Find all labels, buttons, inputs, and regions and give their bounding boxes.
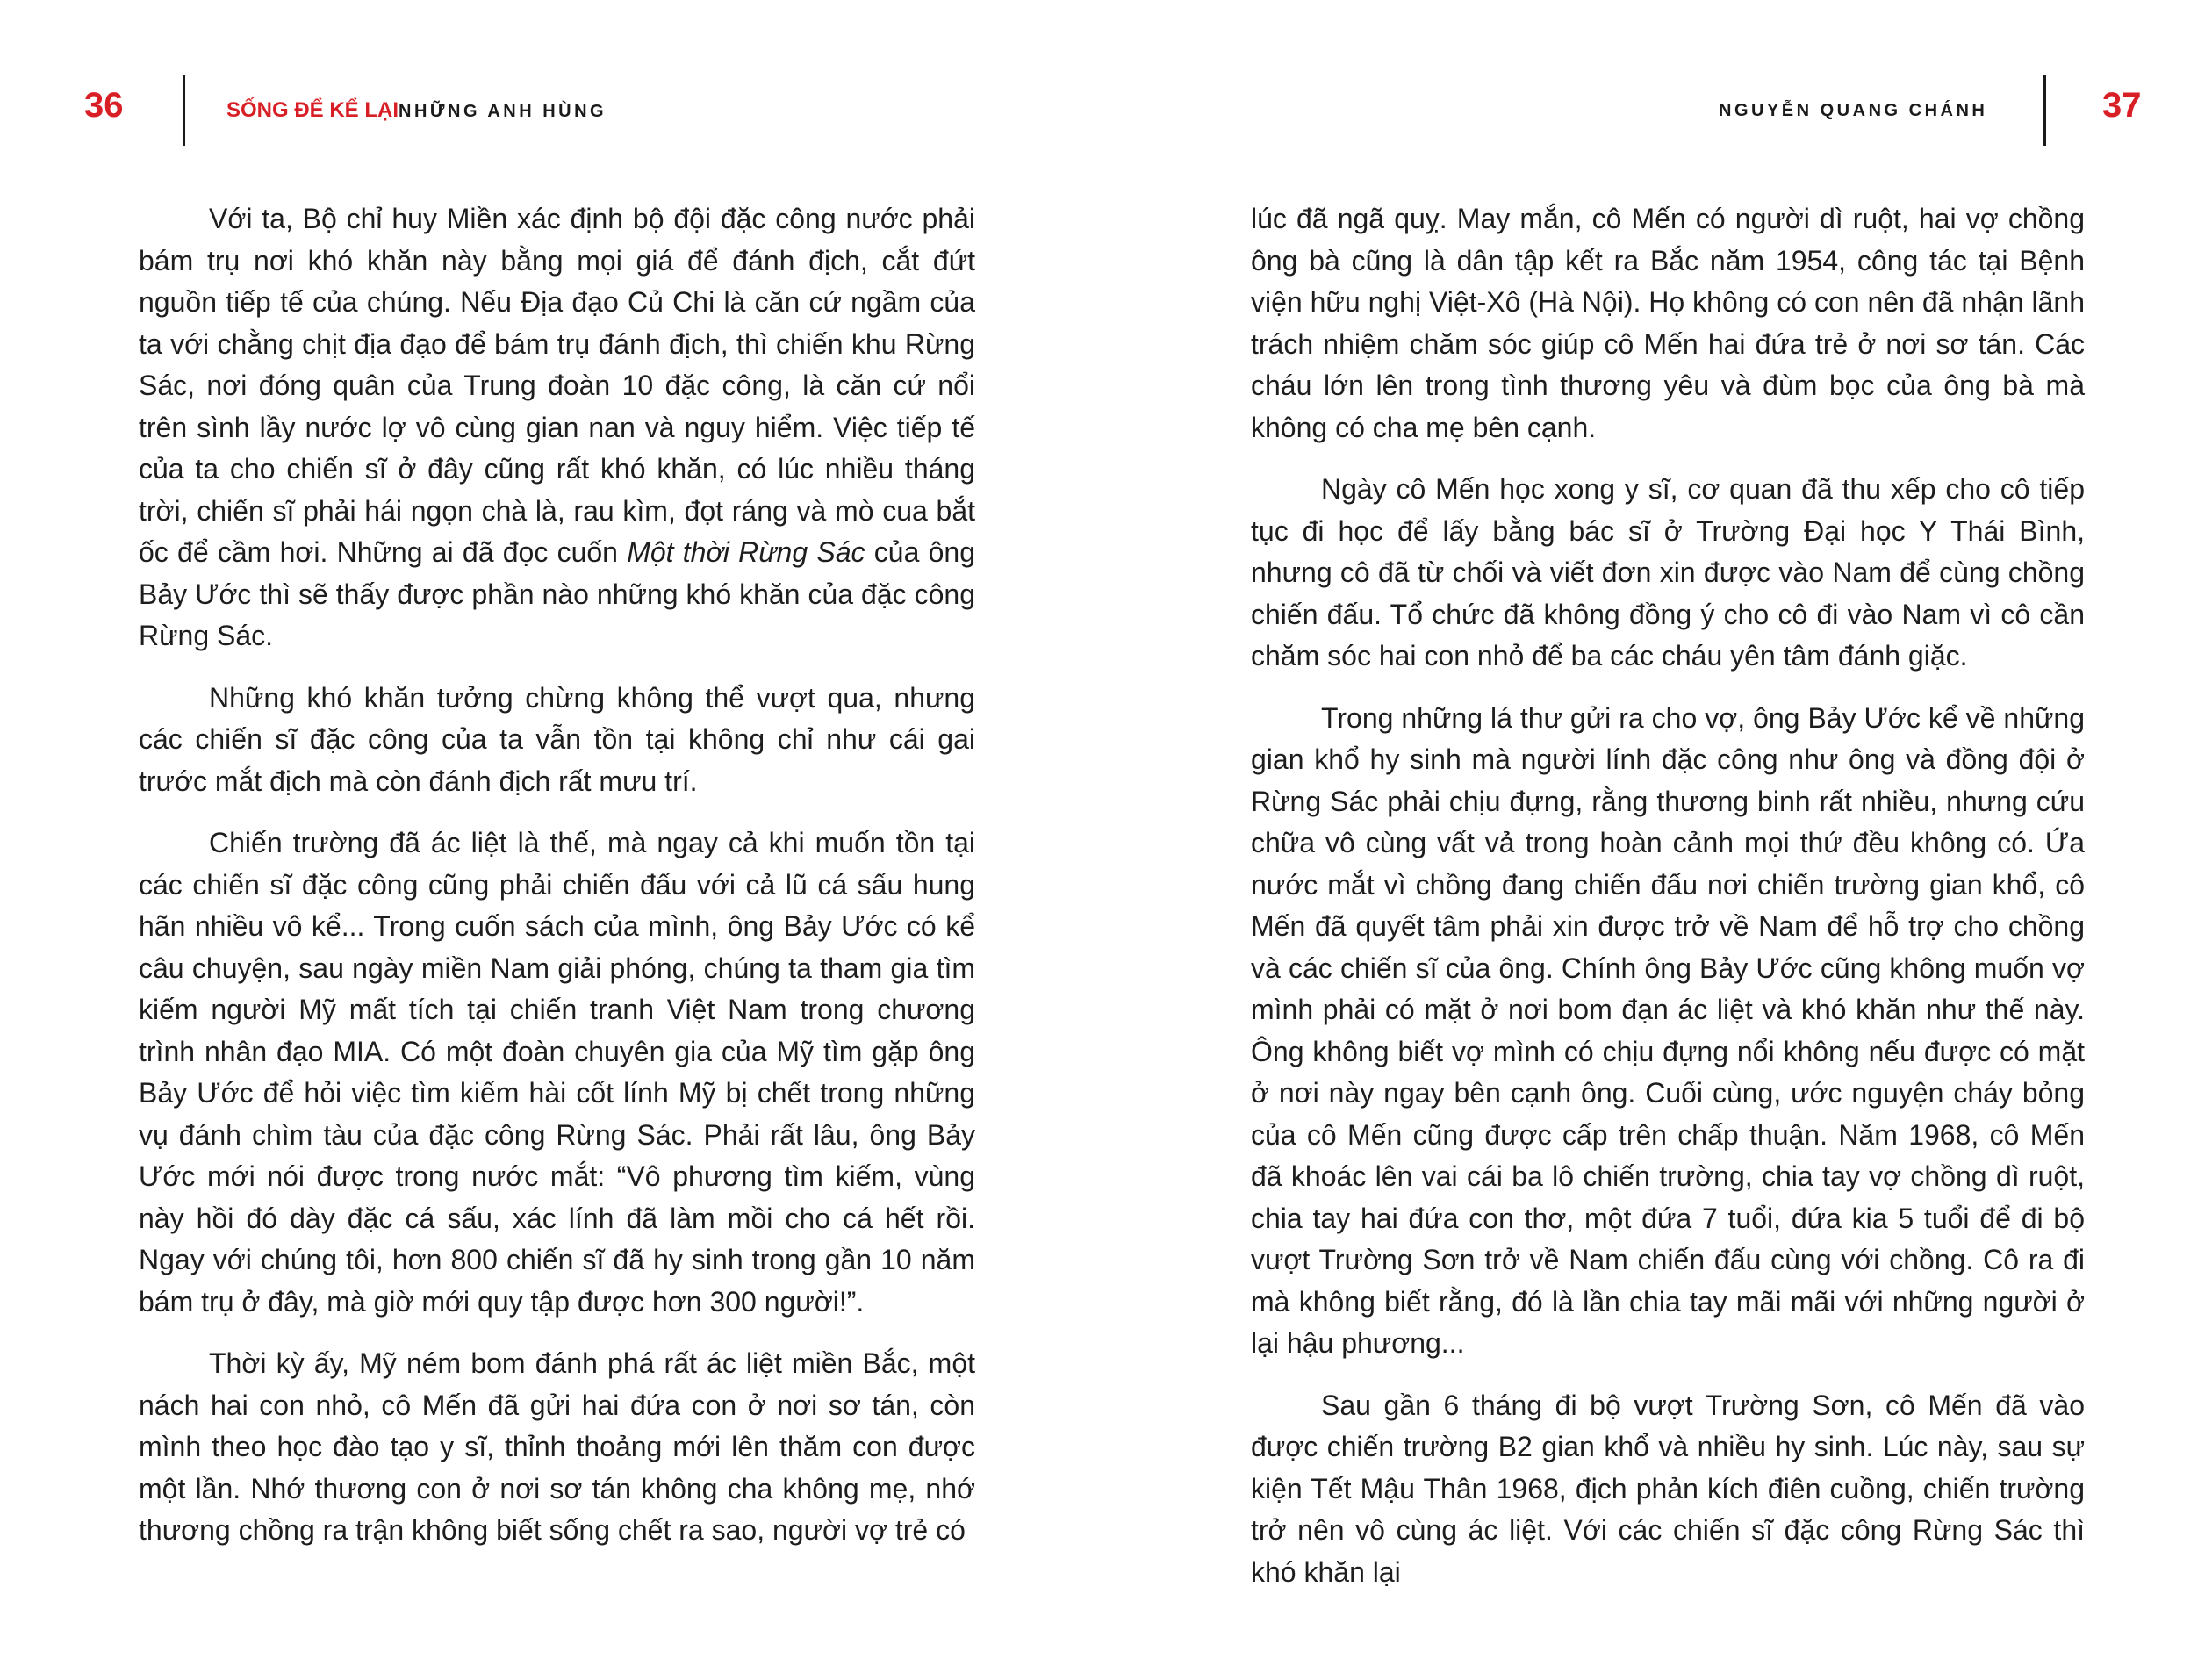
- page-number-left: 36: [84, 86, 124, 125]
- header-divider-right: [2043, 75, 2046, 146]
- running-head-left: [226, 100, 607, 122]
- paragraph: Ngày cô Mến học xong y sĩ, cơ quan đã thu xếp cho cô tiếp tục đi học để lấy bằng bác sĩ ở Trường Đại học Y Thái Bình, nhưng cô đã từ chối và viết đơn xin được vào Nam để cùng chồng chiến đấu. Tổ chức đã không đồng ý cho cô đi vào Nam vì cô cần chăm sóc hai con nhỏ để ba các cháu yên tâm đánh giặc.: [1251, 473, 2085, 672]
- paragraph: Thời kỳ ấy, Mỹ ném bom đánh phá rất ác liệt miền Bắc, một nách hai con nhỏ, cô Mến đã gửi hai đứa con ở nơi sơ tán, còn mình theo học đào tạo y sĩ, thỉnh thoảng mới lên thăm con được một lần. Nhớ thương con ở nơi sơ tán không cha không mẹ, nhớ thương chồng ra trận không biết sống chết ra sao, người vợ trẻ có: [139, 1347, 975, 1546]
- paragraph: Những khó khăn tưởng chừng không thể vượt qua, nhưng các chiến sĩ đặc công của ta vẫn tồn tại không chỉ như cái gai trước mắt địch mà còn đánh địch rất mưu trí.: [139, 681, 975, 797]
- paragraph: Với ta, Bộ chỉ huy Miền xác định bộ đội đặc công nước phải bám trụ nơi khó khăn này bằng mọi giá để đánh địch, cắt đứt nguồn tiếp tế của chúng. Nếu Địa đạo Củ Chi là căn cứ ngầm của ta với chằng chịt địa đạo để bám trụ đánh địch, thì chiến khu Rừng Sác, nơi đóng quân của Trung đoàn 10 đặc công, là căn cứ nổi trên sình lầy nước lợ vô cùng gian nan và nguy hiểm. Việc tiếp tế của ta cho chiến sĩ ở đây cũng rất khó khăn, có lúc nhiều tháng trời, chiến sĩ phải hái ngọn chà là, rau kìm, đọt ráng và mò cua bắt ốc để cầm hơi. Những ai đã đọc cuốn Một thời Rừng Sác của ông Bảy Ước thì sẽ thấy được phần nào những khó khăn của đặc công Rừng Sác.: [139, 203, 976, 651]
- book-subtitle: NHỮNG ANH HÙNG: [399, 102, 607, 121]
- author-name: NGUYỄN QUANG CHÁNH: [1719, 101, 1988, 120]
- body-text-right: [1251, 198, 2085, 1613]
- book-title-italic: Một thời Rừng Sác: [627, 536, 865, 568]
- page-number-right: 37: [2102, 86, 2142, 125]
- paragraph: Sau gần 6 tháng đi bộ vượt Trường Sơn, cô Mến đã vào được chiến trường B2 gian khổ và nhiều hy sinh. Lúc này, sau sự kiện Tết Mậu Thân 1968, địch phản kích điên cuồng, chiến trường trở nên vô cùng ác liệt. Với các chiến sĩ đặc công Rừng Sác thì khó khăn lại: [1251, 1389, 2085, 1588]
- paragraph: Trong những lá thư gửi ra cho vợ, ông Bảy Ước kể về những gian khổ hy sinh mà người lính đặc công như ông và đồng đội ở Rừng Sác phải chịu đựng, rằng thương binh rất nhiều, nhưng cứu chữa vô cùng vất vả trong hoàn cảnh mọi thứ đều không có. Ứa nước mắt vì chồng đang chiến đấu nơi chiến trường gian khổ, cô Mến đã quyết tâm phải xin được trở về Nam để hỗ trợ cho chồng và các chiến sĩ của ông. Chính ông Bảy Ước cũng không muốn vợ mình phải có mặt ở nơi bom đạn ác liệt và khó khăn như thế này. Ông không biết vợ mình có chịu đựng nổi không nếu được có mặt ở nơi này ngay bên cạnh ông. Cuối cùng, ước nguyện cháy bỏng của cô Mến cũng được cấp trên chấp thuận. Năm 1968, cô Mến đã khoác lên vai cái ba lô chiến trường, chia tay vợ chồng dì ruột, chia tay hai đứa con thơ, một đứa 7 tuổi, đứa kia 5 tuổi để đi bộ vượt Trường Sơn trở về Nam chiến đấu cùng với chồng. Cô ra đi mà không biết rằng, đó là lần chia tay mãi mãi với những người ở lại hậu phương...: [1251, 701, 2085, 1359]
- running-head-right: [1719, 100, 1987, 121]
- body-text-left: [139, 198, 975, 1572]
- paragraph: Chiến trường đã ác liệt là thế, mà ngay cả khi muốn tồn tại các chiến sĩ đặc công cũng phải chiến đấu với cả lũ cá sấu hung hãn nhiều vô kể... Trong cuốn sách của mình, ông Bảy Ước có kể câu chuyện, sau ngày miền Nam giải phóng, chúng ta tham gia tìm kiếm người Mỹ mất tích tại chiến tranh Việt Nam trong chương trình nhân đạo MIA. Có một đoàn chuyên gia của Mỹ tìm gặp ông Bảy Ước để hỏi việc tìm kiếm hài cốt lính Mỹ bị chết trong những vụ đánh chìm tàu của đặc công Rừng Sác. Phải rất lâu, ông Bảy Ước mới nói được trong nước mắt: “Vô phương tìm kiếm, vùng này hồi đó dày đặc cá sấu, xác lính đã làm mồi cho cá hết rồi. Ngay với chúng tôi, hơn 800 chiến sĩ đã hy sinh trong gần 10 năm bám trụ ở đây, mà giờ mới quy tập được hơn 300 người!”.: [139, 827, 975, 1318]
- header-divider-left: [183, 75, 185, 146]
- right-page: [1106, 0, 2212, 1659]
- book-title: SỐNG ĐỂ KỂ LẠI: [226, 98, 399, 122]
- paragraph: lúc đã ngã quỵ. May mắn, cô Mến có người dì ruột, hai vợ chồng ông bà cũng là dân tập kết ra Bắc năm 1954, công tác tại Bệnh viện hữu nghị Việt-Xô (Hà Nội). Họ không có con nên đã nhận lãnh trách nhiệm chăm sóc giúp cô Mến hai đứa trẻ ở nơi sơ tán. Các cháu lớn lên trong tình thương yêu và đùm bọc của ông bà mà không có cha mẹ bên cạnh.: [1251, 203, 2085, 443]
